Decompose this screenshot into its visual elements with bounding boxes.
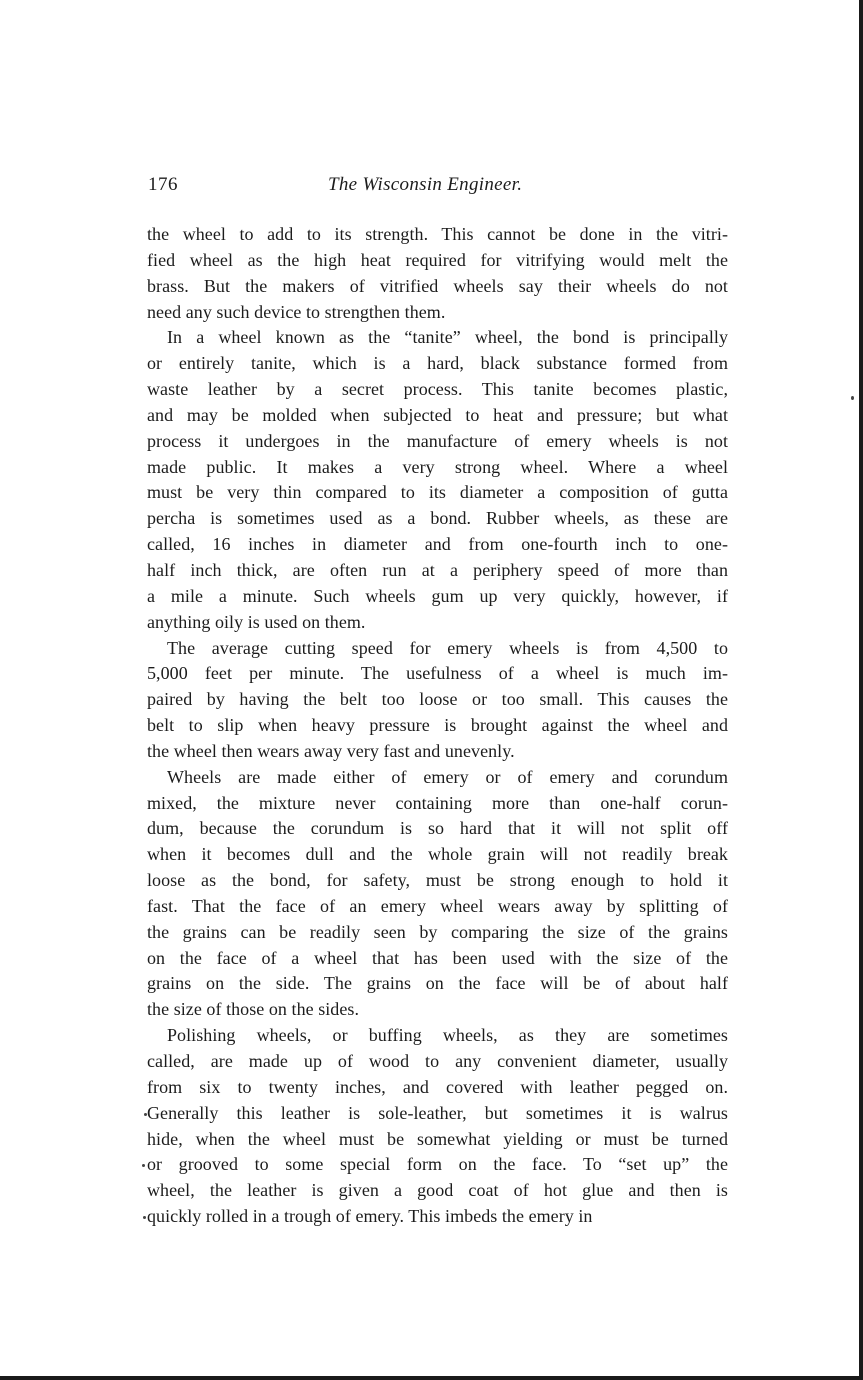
text-line: a mile a minute. Such wheels gum up very quickly, however, if <box>147 585 728 606</box>
scan-speck <box>144 1113 147 1116</box>
text-line: Generally this leather is sole-leather, but sometimes it is walrus <box>147 1102 728 1123</box>
scan-border-bottom <box>0 1376 863 1380</box>
text-line: on the face of a wheel that has been used with the size of the <box>147 947 728 968</box>
text-line: and may be molded when subjected to heat and pressure; but what <box>147 404 728 425</box>
text-line: need any such device to strengthen them. <box>147 301 446 322</box>
text-line: The average cutting speed for emery wheels is from 4,500 to <box>167 637 728 658</box>
text-line: loose as the bond, for safety, must be strong enough to hold it <box>147 870 728 891</box>
paragraph <box>147 765 728 1023</box>
text-line: anything oily is used on them. <box>147 611 366 632</box>
text-line: called, are made up of wood to any convenient diameter, usually <box>147 1051 728 1071</box>
text-line: brass. But the makers of vitrified wheels say their wheels do not <box>147 275 728 296</box>
text-line: half inch thick, are often run at a periphery speed of more than <box>147 559 728 580</box>
scan-speck <box>143 1216 146 1219</box>
text-line: fast. That the face of an emery wheel wears away by splitting of <box>147 895 728 916</box>
text-line: from six to twenty inches, and covered with leather pegged on. <box>147 1076 728 1097</box>
text-line: called, 16 inches in diameter and from one-fourth inch to one- <box>147 534 728 555</box>
text-line: fied wheel as the high heat required for vitrifying would melt the <box>147 249 728 270</box>
text-line: 5,000 feet per minute. The usefulness of a wheel is much im- <box>147 663 728 684</box>
text-line: dum, because the corundum is so hard that it will not split off <box>147 818 728 839</box>
text-line: waste leather by a secret process. This tanite becomes plastic, <box>147 379 728 400</box>
text-line: the grains can be readily seen by comparing the size of the grains <box>147 921 728 942</box>
text-line: mixed, the mixture never containing more than one-half corun- <box>147 792 728 813</box>
page-number: 176 <box>148 174 178 195</box>
text-line: In a wheel known as the “tanite” wheel, the bond is principally <box>167 327 728 348</box>
scan-border-right <box>859 0 863 1380</box>
scan-speck <box>142 1164 145 1167</box>
text-line: or grooved to some special form on the face. To “set up” the <box>147 1154 728 1175</box>
text-line: made public. It makes a very strong wheel. Where a wheel <box>147 456 728 477</box>
page-header <box>148 174 728 200</box>
text-line: Wheels are made either of emery or of emery and corundum <box>167 766 728 787</box>
running-title: The Wisconsin Engineer. <box>328 174 523 195</box>
text-line: the size of those on the sides. <box>147 999 360 1020</box>
text-line: Polishing wheels, or buffing wheels, as they are sometimes <box>167 1025 728 1046</box>
text-line: the wheel to add to its strength. This cannot be done in the vitri- <box>147 224 728 244</box>
paragraph <box>147 636 728 765</box>
text-line: quickly rolled in a trough of emery. This imbeds the emery in <box>147 1206 593 1227</box>
text-line: process it undergoes in the manufacture of emery wheels is not <box>147 430 728 451</box>
paragraph <box>147 222 728 325</box>
paragraph <box>147 1023 728 1230</box>
text-line: wheel, the leather is given a good coat of hot glue and then is <box>147 1180 728 1201</box>
paragraph <box>147 325 728 635</box>
text-line: percha is sometimes used as a bond. Rubber wheels, as these are <box>147 508 728 529</box>
text-line: the wheel then wears away very fast and unevenly. <box>147 740 515 761</box>
body-text <box>147 222 728 1230</box>
scan-speck <box>851 396 854 400</box>
text-line: paired by having the belt too loose or too small. This causes the <box>147 689 728 710</box>
text-line: belt to slip when heavy pressure is brought against the wheel and <box>147 715 728 736</box>
text-line: or entirely tanite, which is a hard, black substance formed from <box>147 353 728 374</box>
text-line: grains on the side. The grains on the face will be of about half <box>147 973 728 994</box>
text-line: must be very thin compared to its diameter a composition of gutta <box>147 482 728 503</box>
text-line: when it becomes dull and the whole grain will not readily break <box>147 844 728 865</box>
text-line: hide, when the wheel must be somewhat yielding or must be turned <box>147 1128 728 1149</box>
